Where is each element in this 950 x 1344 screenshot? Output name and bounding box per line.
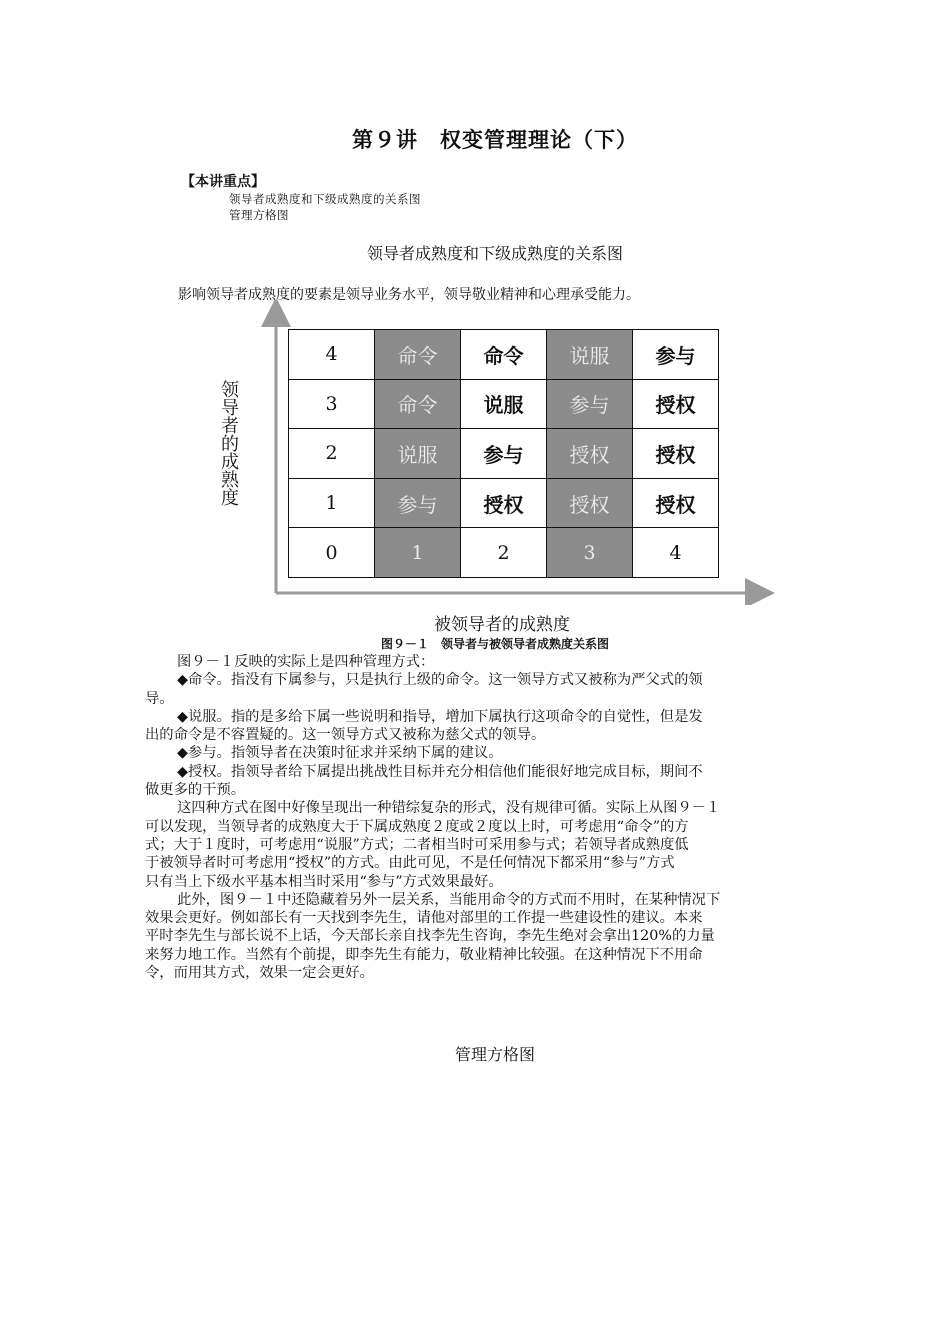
maturity-chart — [218, 300, 780, 635]
x-axis-label: 被领导者的成熟度 — [434, 615, 570, 635]
row-level-label: 2 — [289, 429, 375, 479]
paragraph-line: 做更多的干预。 — [145, 782, 246, 799]
paragraph-line: ◆命令。指没有下属参与，只是执行上级的命令。这一领导方式又被称为严父式的领 — [177, 672, 703, 689]
grid-row — [289, 528, 719, 578]
row-level-label: 4 — [289, 330, 375, 380]
paragraph-line: 只有当上下级水平基本相当时采用“参与”方式效果最好。 — [145, 873, 503, 890]
paragraph-line: 来努力地工作。当然有个前提，即李先生有能力，敬业精神比较强。在这种情况下不用命 — [145, 946, 703, 963]
grid-cell: 命令 — [375, 330, 461, 380]
column-level-label: 2 — [461, 528, 547, 578]
grid-cell: 授权 — [547, 478, 633, 528]
grid-cell: 参与 — [375, 478, 461, 528]
paragraph-line: 效果会更好。例如部长有一天找到李先生，请他对部里的工作提一些建设性的建议。本来 — [145, 910, 703, 927]
paragraph-line: 导。 — [145, 690, 174, 707]
grid-cell: 授权 — [633, 478, 719, 528]
column-level-label: 4 — [633, 528, 719, 578]
grid-row — [289, 478, 719, 528]
row-level-label: 3 — [289, 379, 375, 429]
paragraph-line: 于被领导者时可考虑用“授权”的方式。由此可见，不是任何情况下都采用“参与”方式 — [145, 855, 675, 872]
paragraph-line: 可以发现，当领导者的成熟度大于下属成熟度２度或２度以上时，可考虑用“命令”的方 — [145, 818, 689, 835]
paragraph-line: 平时李先生与部长说不上话，今天部长亲自找李先生咨询，李先生绝对会拿出120%的力量 — [145, 928, 715, 945]
grid-cell: 授权 — [633, 429, 719, 479]
paragraph-line: 令，而用其方式，效果一定会更好。 — [145, 965, 374, 982]
key-point-item: 管理方格图 — [229, 208, 289, 222]
intro-text: 影响领导者成熟度的要素是领导业务水平，领导敬业精神和心理承受能力。 — [178, 287, 640, 303]
maturity-grid — [288, 329, 719, 578]
paragraph-line: 出的命令是不容置疑的。这一领导方式又被称为慈父式的领导。 — [145, 727, 546, 744]
grid-cell: 说服 — [375, 429, 461, 479]
section-title: 管理方格图 — [454, 1045, 535, 1064]
y-axis-label: 领导者的成熟度 — [218, 380, 239, 506]
paragraph-line: ◆授权。指领导者给下属提出挑战性目标并充分相信他们能很好地完成目标，期间不 — [177, 763, 703, 780]
body-text — [145, 653, 807, 982]
column-level-label: 1 — [375, 528, 461, 578]
grid-cell: 授权 — [547, 429, 633, 479]
grid-row — [289, 379, 719, 429]
paragraph-line: 此外，图９－１中还隐藏着另外一层关系，当能用命令的方式而不用时，在某种情况下 — [177, 891, 721, 908]
grid-row — [289, 330, 719, 380]
key-point-item: 领导者成熟度和下级成熟度的关系图 — [229, 192, 421, 206]
grid-cell: 说服 — [547, 330, 633, 380]
grid-cell: 参与 — [461, 429, 547, 479]
figure-caption: 图９－１ 领导者与被领导者成熟度关系图 — [380, 637, 609, 651]
grid-cell: 命令 — [375, 379, 461, 429]
grid-cell: 参与 — [633, 330, 719, 380]
section-title: 领导者成熟度和下级成熟度的关系图 — [366, 244, 623, 263]
paragraph-line: 图９－１反映的实际上是四种管理方式： — [177, 654, 435, 670]
key-points-heading: 【本讲重点】 — [181, 174, 265, 190]
grid-cell: 说服 — [461, 379, 547, 429]
corner-label: 0 — [289, 528, 375, 578]
column-level-label: 3 — [547, 528, 633, 578]
grid-row — [289, 429, 719, 479]
paragraph-line: 式；大于１度时，可考虑用“说服”方式；二者相当时可采用参与式；若领导者成熟度低 — [145, 836, 689, 853]
paragraph-line: ◆说服。指的是多给下属一些说明和指导，增加下属执行这项命令的自觉性，但是发 — [177, 708, 703, 725]
paragraph-line: 这四种方式在图中好像呈现出一种错综复杂的形式，没有规律可循。实际上从图９－１ — [177, 800, 721, 817]
paragraph-line: ◆参与。指领导者在决策时征求并采纳下属的建议。 — [177, 745, 503, 762]
page-title: 第９讲 权变管理理论（下） — [352, 128, 638, 152]
grid-cell: 命令 — [461, 330, 547, 380]
row-level-label: 1 — [289, 478, 375, 528]
grid-cell: 授权 — [633, 379, 719, 429]
grid-cell: 授权 — [461, 478, 547, 528]
grid-cell: 参与 — [547, 379, 633, 429]
